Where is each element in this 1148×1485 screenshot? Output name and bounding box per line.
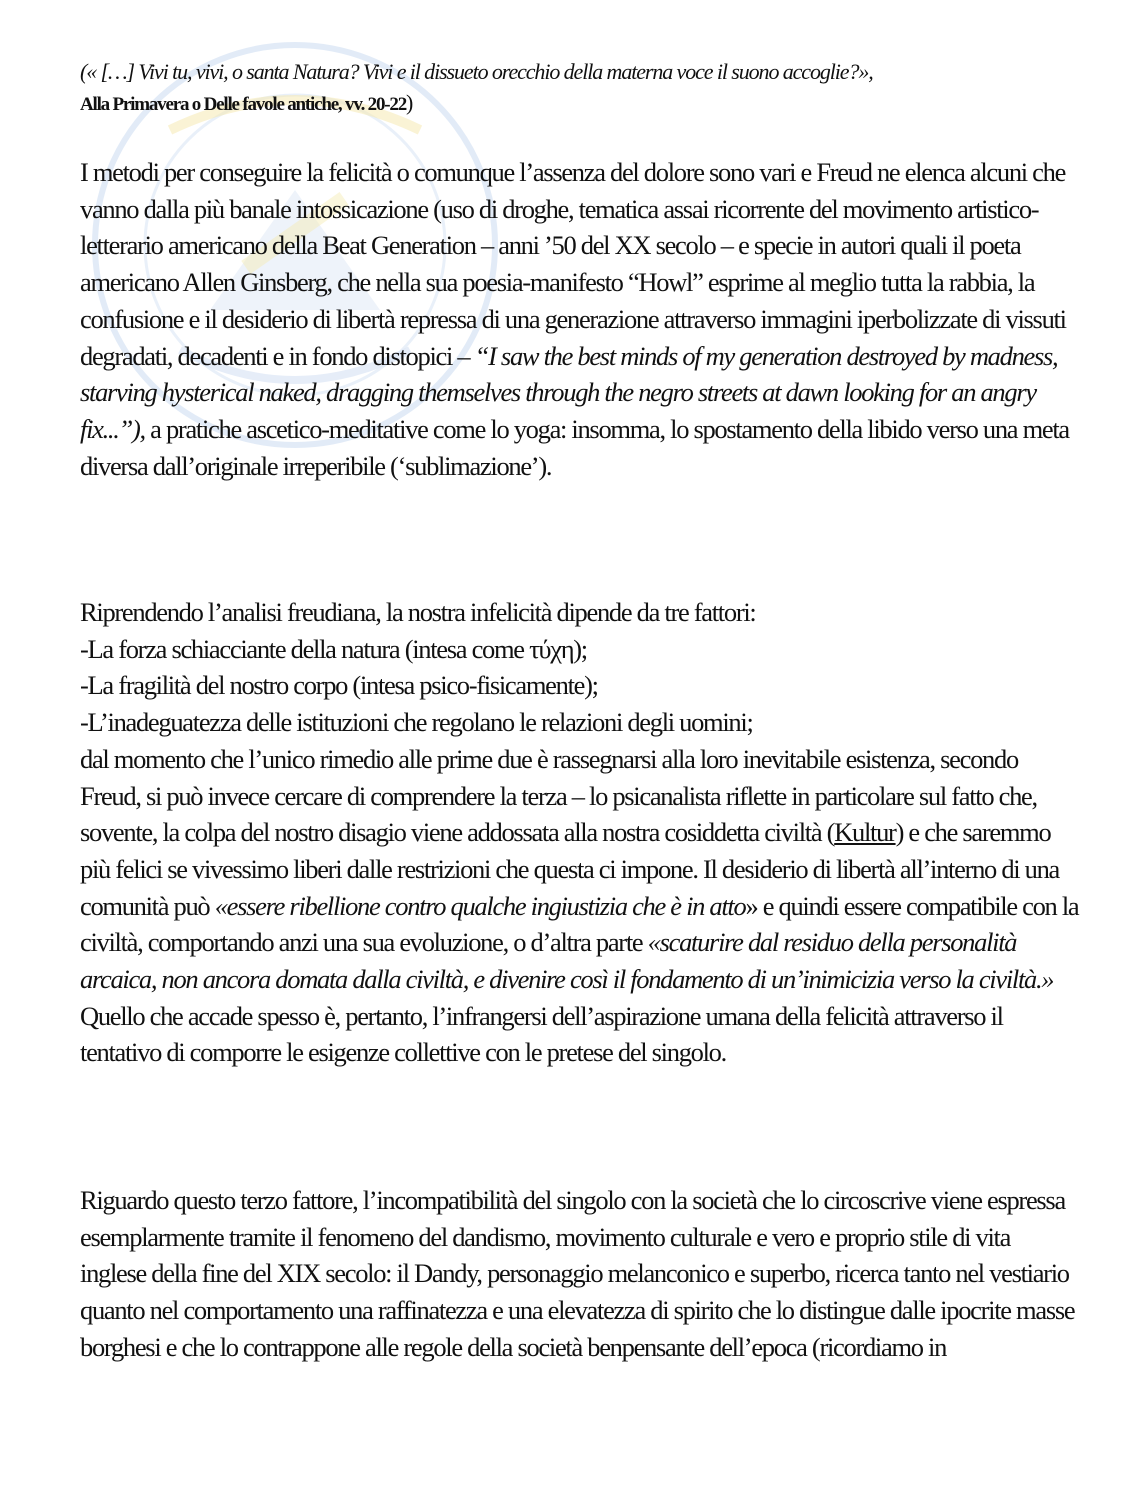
factors-body-3: » e quindi essere compatibile con la civiltà, comportando anzi una sua evoluzione, o d’altra parte bbox=[80, 890, 1079, 958]
factors-body-4: Quello che accade spesso è, pertanto, l’infrangersi dell’aspirazione umana della felicità attraverso il tentativo di comporre le esigenze collettive con le pretese del singolo. bbox=[80, 1000, 1003, 1068]
paragraph-dandy bbox=[80, 1182, 1080, 1366]
epigraph-text: […] Vivi tu, vivi, o santa Natura? Vivi e il dissueto orecchio della materna voce il suono accoglie?», bbox=[100, 59, 873, 84]
epigraph-source: Alla Primavera o Delle favole antiche, vv. 20-22 bbox=[80, 94, 407, 115]
factors-body-1: dal momento che l’unico rimedio alle prime due è rassegnarsi alla loro inevitabile esistenza, secondo Freud, si può invece cercare di comprendere la terza – lo psicanalista riflette in particolare sul fatto che, sovente, la colpa del nostro disagio viene addossata alla nostra cosiddetta civiltà ( bbox=[80, 743, 1037, 848]
factor-3: -L’inadeguatezza delle istituzioni che regolano le relazioni degli uomini; bbox=[80, 707, 753, 738]
epigraph-quote bbox=[80, 56, 1080, 120]
epigraph-open: (« bbox=[80, 59, 101, 84]
kultur-term: Kultur bbox=[834, 817, 896, 848]
factor-2: -La fragilità del nostro corpo (intesa psico-fisicamente); bbox=[80, 670, 598, 701]
factors-body-2: ) e che saremmo più felici se vivessimo liberi dalle restrizioni che questa ci impone. Il desiderio di libertà all’interno di una comunità può bbox=[80, 817, 1060, 921]
paragraph-factors bbox=[80, 594, 1080, 1071]
factor-1: -La forza schiacciante della natura (intesa come τύχη); bbox=[80, 633, 587, 664]
howl-quote: “I saw the best minds of my generation destroyed by madness, starving hysterical naked, dragging themselves through the negro streets at dawn looking for an angry fix...”), bbox=[80, 340, 1058, 444]
paragraph-dandy-text: Riguardo questo terzo fattore, l’incompatibilità del singolo con la società che lo circoscrive viene espressa esemplarmente tramite il fenomeno del dandismo, movimento culturale e vero e proprio stile di vita inglese della fine del XIX secolo: il Dandy, personaggio melanconico e superbo, ricerca tanto nel vestiario quanto nel comportamento una raffinatezza e una elevatezza di spirito che lo distingue dalle ipocrite masse borghesi e che lo contrappone alle regole della società benpensante dell’epoca (ricordiamo in bbox=[80, 1185, 1075, 1362]
paragraph-methods bbox=[80, 154, 1080, 484]
factors-intro: Riprendendo l’analisi freudiana, la nostra infelicità dipende da tre fattori: bbox=[80, 597, 756, 627]
paragraph-methods-part1: I metodi per conseguire la felicità o comunque l’assenza del dolore sono vari e Freud ne elenca alcuni che vanno dalla più banale intossicazione (uso di droghe, tematica assai ricorrente del movimento artistico-letterario americano della Beat Generation – anni ’50 del XX secolo – e specie in autori quali il poeta americano Allen Ginsberg, che nella sua poesia-manifesto “Howl” esprime al meglio tutta la rabbia, la confusione e il desiderio di libertà repressa di una generazione attraverso immagini iperbolizzate di vissuti degradati, decadenti e in fondo distopici – bbox=[80, 157, 1066, 371]
epigraph-close: ) bbox=[406, 90, 413, 115]
freud-quote-2: «scaturire dal residuo della personalità arcaica, non ancora domata dalla civiltà, e divenire così il fondamento di un’inimicizia verso la civiltà.» bbox=[80, 927, 1054, 995]
freud-quote-1: «essere ribellione contro qualche ingiustizia che è in atto bbox=[214, 890, 746, 921]
paragraph-methods-part2: a pratiche ascetico-meditative come lo yoga: insomma, lo spostamento della libido verso una meta diversa dall’originale irreperibile (‘sublimazione’). bbox=[80, 413, 1069, 481]
